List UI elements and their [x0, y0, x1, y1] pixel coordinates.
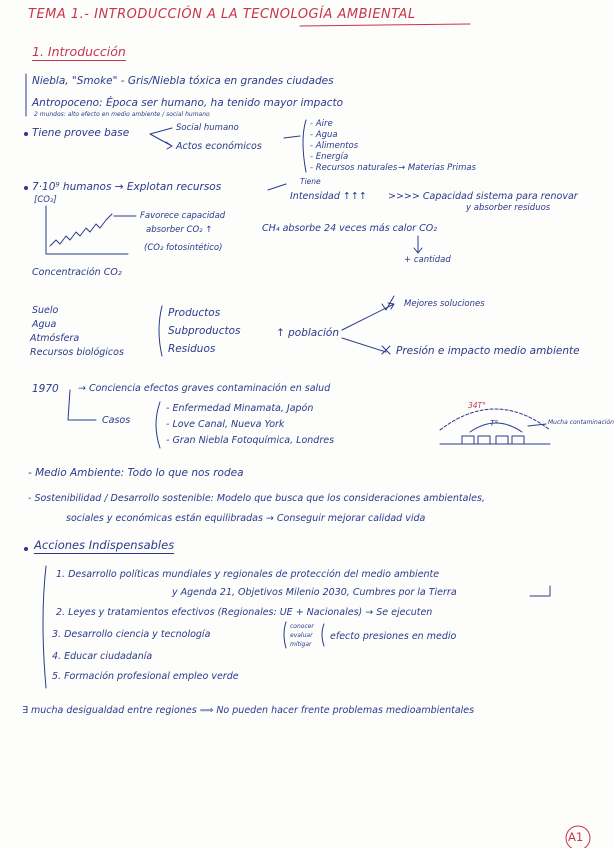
caso-item: - Gran Niebla Fotoquímica, Londres — [166, 435, 335, 446]
caso-item: - Love Canal, Nueva York — [166, 419, 285, 430]
output-item: Subproductos — [168, 325, 241, 337]
accion-verb: conocer — [290, 623, 314, 630]
accion-item: 4. Educar ciudadanía — [52, 651, 153, 662]
cross-icon — [382, 346, 390, 354]
note-antropoceno-sub: 2 mundos: alto efecto en medio ambiente / social humano — [34, 111, 210, 118]
title-underline — [300, 24, 470, 26]
resource-item: - Alimentos — [310, 141, 359, 151]
accion-item: y Agenda 21, Objetivos Milenio 2030, Cumbres por la Tierra — [172, 587, 457, 598]
note-antropoceno: Antropoceno: Época ser humano, ha tenido mayor impacto — [32, 97, 344, 109]
def-sostenibilidad-2: sociales y económicas están equilibradas → Conseguir mejorar calidad vida — [66, 513, 426, 524]
def-medio-ambiente: - Medio Ambiente: Todo lo que nos rodea — [28, 467, 244, 479]
smog-dome — [440, 409, 550, 430]
bracket — [322, 624, 324, 646]
arrow — [342, 338, 386, 352]
input-item: Atmósfera — [30, 333, 80, 344]
note-poblacion: ↑ población — [276, 327, 340, 339]
arrow — [530, 586, 550, 596]
note-niebla: Niebla, "Smoke" - Gris/Niebla tóxica en grandes ciudades — [32, 75, 334, 87]
bracket — [156, 402, 160, 448]
note-capacidad: >>>> Capacidad sistema para renovar — [388, 191, 578, 202]
section-heading-acciones: Acciones Indispensables — [34, 538, 175, 552]
resource-item: - Energía — [310, 152, 349, 162]
accion-verb: evaluar — [290, 632, 313, 639]
note-intensidad: Intensidad ↑↑↑ — [290, 191, 367, 202]
def-sostenibilidad: - Sostenibilidad / Desarrollo sostenible: Modelo que busca que los consideraciones ambientales, — [28, 493, 485, 504]
bracket — [159, 306, 162, 356]
co2-axis-label: [CO₂] — [34, 195, 57, 205]
resource-item: - Agua — [310, 130, 338, 140]
bracket — [43, 566, 46, 688]
note-ch4: CH₄ absorbe 24 veces más calor CO₂ — [262, 223, 438, 234]
output-item: Residuos — [168, 343, 216, 355]
output-item: Productos — [168, 307, 221, 319]
accion-verb: mitigar — [290, 641, 312, 648]
note-conciencia: → Conciencia efectos graves contaminación en salud — [78, 383, 331, 394]
note-mejores: Mejores soluciones — [404, 299, 485, 309]
note-tiene: Tiene — [300, 177, 321, 186]
page-tag-circle — [566, 826, 590, 848]
note-casos: Casos — [102, 415, 131, 426]
co2-note: absorber CO₂ ↑ — [146, 225, 213, 235]
co2-x-label: Concentración CO₂ — [32, 267, 122, 278]
arrow — [68, 390, 96, 420]
bracket — [303, 120, 306, 172]
note-humanos: 7·10⁹ humanos → Explotan recursos — [32, 181, 222, 193]
sketch-label-temp-high: 34T° — [468, 401, 486, 410]
year-1970: 1970 — [32, 383, 59, 395]
note-materias-primas: → Materias Primas — [398, 163, 477, 173]
sketch-label-temp: T° — [490, 419, 499, 428]
page-tag: A1 — [568, 830, 584, 844]
arrow — [342, 303, 394, 330]
resource-item: - Aire — [310, 119, 333, 129]
accion-item: 2. Leyes y tratamientos efectivos (Regionales: UE + Nacionales) → Se ejecuten — [56, 607, 433, 618]
note-cantidad: + cantidad — [404, 255, 451, 265]
arrow — [150, 128, 172, 149]
sketch-label-contaminacion: Mucha contaminación — [548, 419, 614, 426]
input-item: Recursos biológicos — [30, 347, 124, 358]
note-tiene-provee: Tiene provee base — [32, 127, 130, 139]
co2-curve — [50, 214, 112, 246]
note-social-humano: Social humano — [176, 123, 239, 133]
co2-note: Favorece capacidad — [140, 211, 226, 221]
note-capacidad-2: y absorber residuos — [466, 203, 551, 213]
arrow — [414, 236, 422, 253]
arrow — [268, 184, 286, 190]
resource-item: - Recursos naturales — [310, 163, 398, 173]
accion-item: 1. Desarrollo políticas mundiales y regionales de protección del medio ambiente — [56, 569, 440, 580]
arrow — [284, 136, 300, 138]
accion-item: 5. Formación profesional empleo verde — [52, 671, 239, 682]
input-item: Agua — [32, 319, 57, 330]
page-title: TEMA 1.- INTRODUCCIÓN A LA TECNOLOGÍA AMBIENTAL — [28, 7, 416, 22]
smog-inner — [470, 423, 522, 432]
accion-item: 3. Desarrollo ciencia y tecnología — [52, 629, 211, 640]
accion-effect: efecto presiones en medio — [330, 631, 457, 642]
co2-axes — [46, 206, 128, 254]
note-desigualdad: ∃ mucha desigualdad entre regiones ⟹ No pueden hacer frente problemas medioambientales — [22, 705, 475, 716]
bracket — [284, 622, 286, 648]
co2-note: (CO₂ fotosintético) — [144, 243, 223, 253]
note-actos-economicos: Actos económicos — [176, 141, 262, 152]
section-heading-introduccion: 1. Introducción — [32, 44, 126, 59]
caso-item: - Enfermedad Minamata, Japón — [166, 403, 314, 414]
note-presion: Presión e impacto medio ambiente — [396, 345, 580, 357]
buildings — [462, 436, 524, 444]
input-item: Suelo — [32, 305, 59, 316]
